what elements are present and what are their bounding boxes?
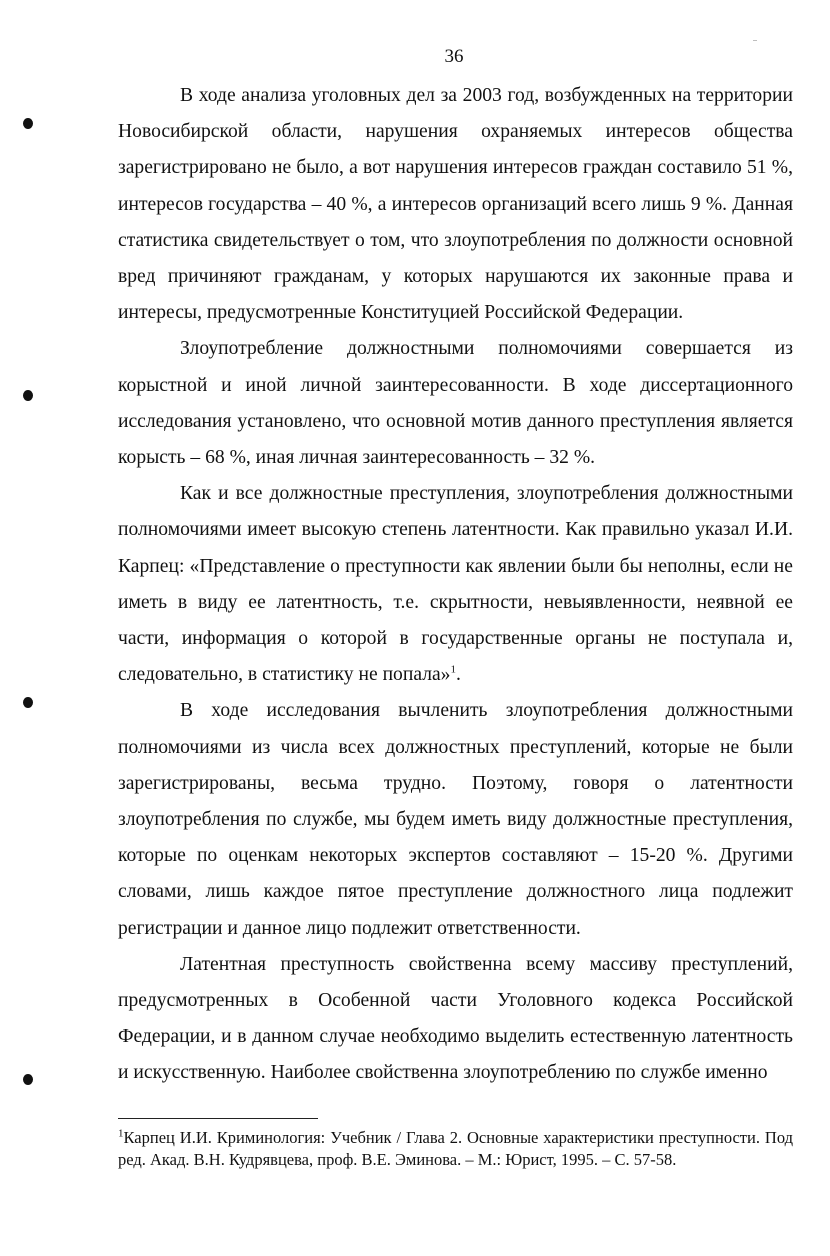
binding-hole bbox=[23, 697, 33, 708]
footnote-text: Карпец И.И. Криминология: Учебник / Глава 2. Основные характеристики преступности. Под ред. Акад. В.Н. Кудрявцева, проф. В.Е. Эминова. – М.: Юрист, 1995. – С. 57-58. bbox=[118, 1128, 793, 1169]
binding-hole bbox=[23, 118, 33, 129]
footnote-separator bbox=[118, 1118, 318, 1119]
paragraph-1: В ходе анализа уголовных дел за 2003 год, возбужденных на территории Новосибирской области, нарушения охраняемых интересов общества зарегистрировано не было, а вот нарушения интересов граждан составило 51 %, интересов государства – 40 %, а интересов организаций всего лишь 9 %. Данная статистика свидетельствует о том, что злоупотребления по должности основной вред причиняют гражданам, у которых нарушаются их законные права и интересы, предусмотренные Конституцией Российской Федерации. bbox=[118, 85, 793, 324]
paragraph-4: В ходе исследования вычленить злоупотребления должностными полномочиями из числа всех должностных преступлений, которые не были зарегистрированы, весьма трудно. Поэтому, говоря о латентности злоупотребления по службе, мы будем иметь виду должностные преступления, которые по оценкам некоторых экспертов составляют – 15-20 %. Другими словами, лишь каждое пятое преступление должностного лица подлежит регистрации и данное лицо подлежит ответственности. bbox=[118, 700, 793, 939]
binding-hole bbox=[23, 1074, 33, 1085]
paragraph-3-end: . bbox=[455, 664, 461, 686]
paragraph-5: Латентная преступность свойственна всему массиву преступлений, предусмотренных в Особенной части Уголовного кодекса Российской Федерации, и в данном случае необходимо выделить естественную латентность и искусственную. Наиболее свойственна злоупотреблению по службе именно bbox=[118, 953, 793, 1084]
binding-hole bbox=[23, 390, 33, 401]
paragraph-3 bbox=[118, 476, 793, 693]
footnote-marker: 1 bbox=[118, 1127, 124, 1140]
paragraph-3-text: Как и все должностные преступления, злоупотребления должностными полномочиями имеет высокую степень латентности. Как правильно указал И.И. Карпец: «Представление о преступности как явлении были бы неполны, если не иметь в виду ее латентность, т.е. скрытности, невыявленности, неявной ее части, информация о которой в государственные органы не поступала и, следовательно, в статистику не попала» bbox=[118, 483, 793, 686]
body-text bbox=[118, 78, 793, 1092]
footnote-reference: 1 bbox=[450, 663, 456, 676]
scan-speck: .. bbox=[753, 34, 757, 43]
footnote bbox=[118, 1127, 793, 1171]
paragraph-2: Злоупотребление должностными полномочиями совершается из корыстной и иной личной заинтересованности. В ходе диссертационного исследования установлено, что основной мотив данного преступления является корысть – 68 %, иная личная заинтересованность – 32 %. bbox=[118, 338, 793, 469]
page-number: 36 bbox=[444, 46, 464, 67]
